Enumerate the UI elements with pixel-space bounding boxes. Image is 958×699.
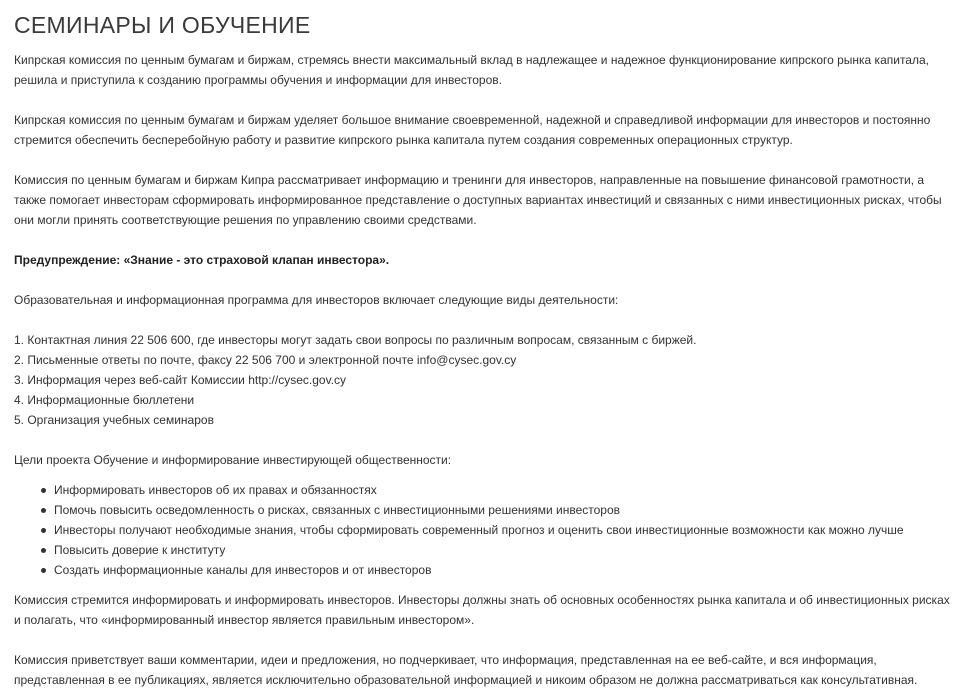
- activity-item: 3. Информация через веб-сайт Комиссии http://cysec.gov.cy: [14, 373, 347, 387]
- paragraph-intro: Кипрская комиссия по ценным бумагам и биржам, стремясь внести максимальный вклад в надлежащее и надежное функционирование кипрского рынка капитала, решила и приступила к созданию программы обучения и информации для инвесторов.: [14, 53, 929, 87]
- paragraph-inform: Комиссия стремится информировать и информировать инвесторов. Инвесторы должны знать об основных особенностях рынка капитала и об инвестиционных рисках и полагать, что «информированный инвестор является правильным инвестором».: [14, 593, 950, 627]
- paragraph-program-intro: Образовательная и информационная программа для инвесторов включает следующие виды деятельности:: [14, 293, 619, 307]
- goal-item: [41, 520, 952, 540]
- goal-item: [41, 480, 952, 500]
- content-area: [14, 8, 952, 690]
- activity-item: 4. Информационные бюллетени: [14, 393, 195, 407]
- goal-text: Информировать инвесторов об их правах и обязанностях: [54, 483, 377, 497]
- activity-item: 1. Контактная линия 22 506 600, где инвесторы могут задать свои вопросы по различным вопросам, связанным с биржей.: [14, 333, 697, 347]
- page-title: СЕМИНАРЫ И ОБУЧЕНИЕ: [14, 12, 311, 38]
- activity-item: 2. Письменные ответы по почте, факсу 22 506 700 и электронной почте info@cysec.gov.cy: [14, 353, 517, 367]
- paragraph-goals-intro: Цели проекта Обучение и информирование инвестирующей общественности:: [14, 453, 452, 467]
- goals-list: [14, 480, 952, 580]
- bullet-icon: [41, 528, 46, 533]
- bullet-icon: [41, 568, 46, 573]
- activity-item: 5. Организация учебных семинаров: [14, 413, 214, 427]
- paragraph-trainings: Комиссия по ценным бумагам и биржам Кипра рассматривает информацию и тренинги для инвесторов, направленные на повышение финансовой грамотности, а также помогает инвесторам сформировать информированное представление о доступных вариантах инвестиций и связанных с ними инвестиционных рисках, чтобы они могли принять соответствующие решения по управлению своими средствами.: [14, 173, 942, 227]
- goal-text: Инвесторы получают необходимые знания, чтобы сформировать современный прогноз и оценить свои инвестиционные возможности как можно лучше: [54, 523, 904, 537]
- warning-text: Предупреждение: «Знание - это страховой клапан инвестора».: [14, 253, 390, 267]
- paragraph-welcome: Комиссия приветствует ваши комментарии, идеи и предложения, но подчеркивает, что информация, представленная на ее веб-сайте, и вся информация, представленная в ее публикациях, является исключительно образовательной информацией и никоим образом не должна рассматриваться как консультативная.: [14, 653, 918, 687]
- paragraph-attention: Кипрская комиссия по ценным бумагам и биржам уделяет большое внимание своевременной, надежной и справедливой информации для инвесторов и постоянно стремится обеспечить бесперебойную работу и развитие кипрского рынка капитала путем создания современных операционных структур.: [14, 113, 931, 147]
- bullet-icon: [41, 488, 46, 493]
- activities-list: [14, 330, 952, 430]
- goal-text: Создать информационные каналы для инвесторов и от инвесторов: [54, 563, 432, 577]
- bullet-icon: [41, 548, 46, 553]
- goal-item: [41, 560, 952, 580]
- goal-text: Повысить доверие к институту: [54, 543, 226, 557]
- goal-item: [41, 540, 952, 560]
- goal-item: [41, 500, 952, 520]
- bullet-icon: [41, 508, 46, 513]
- goal-text: Помочь повысить осведомленность о рисках, связанных с инвестиционными решениями инвесторов: [54, 503, 621, 517]
